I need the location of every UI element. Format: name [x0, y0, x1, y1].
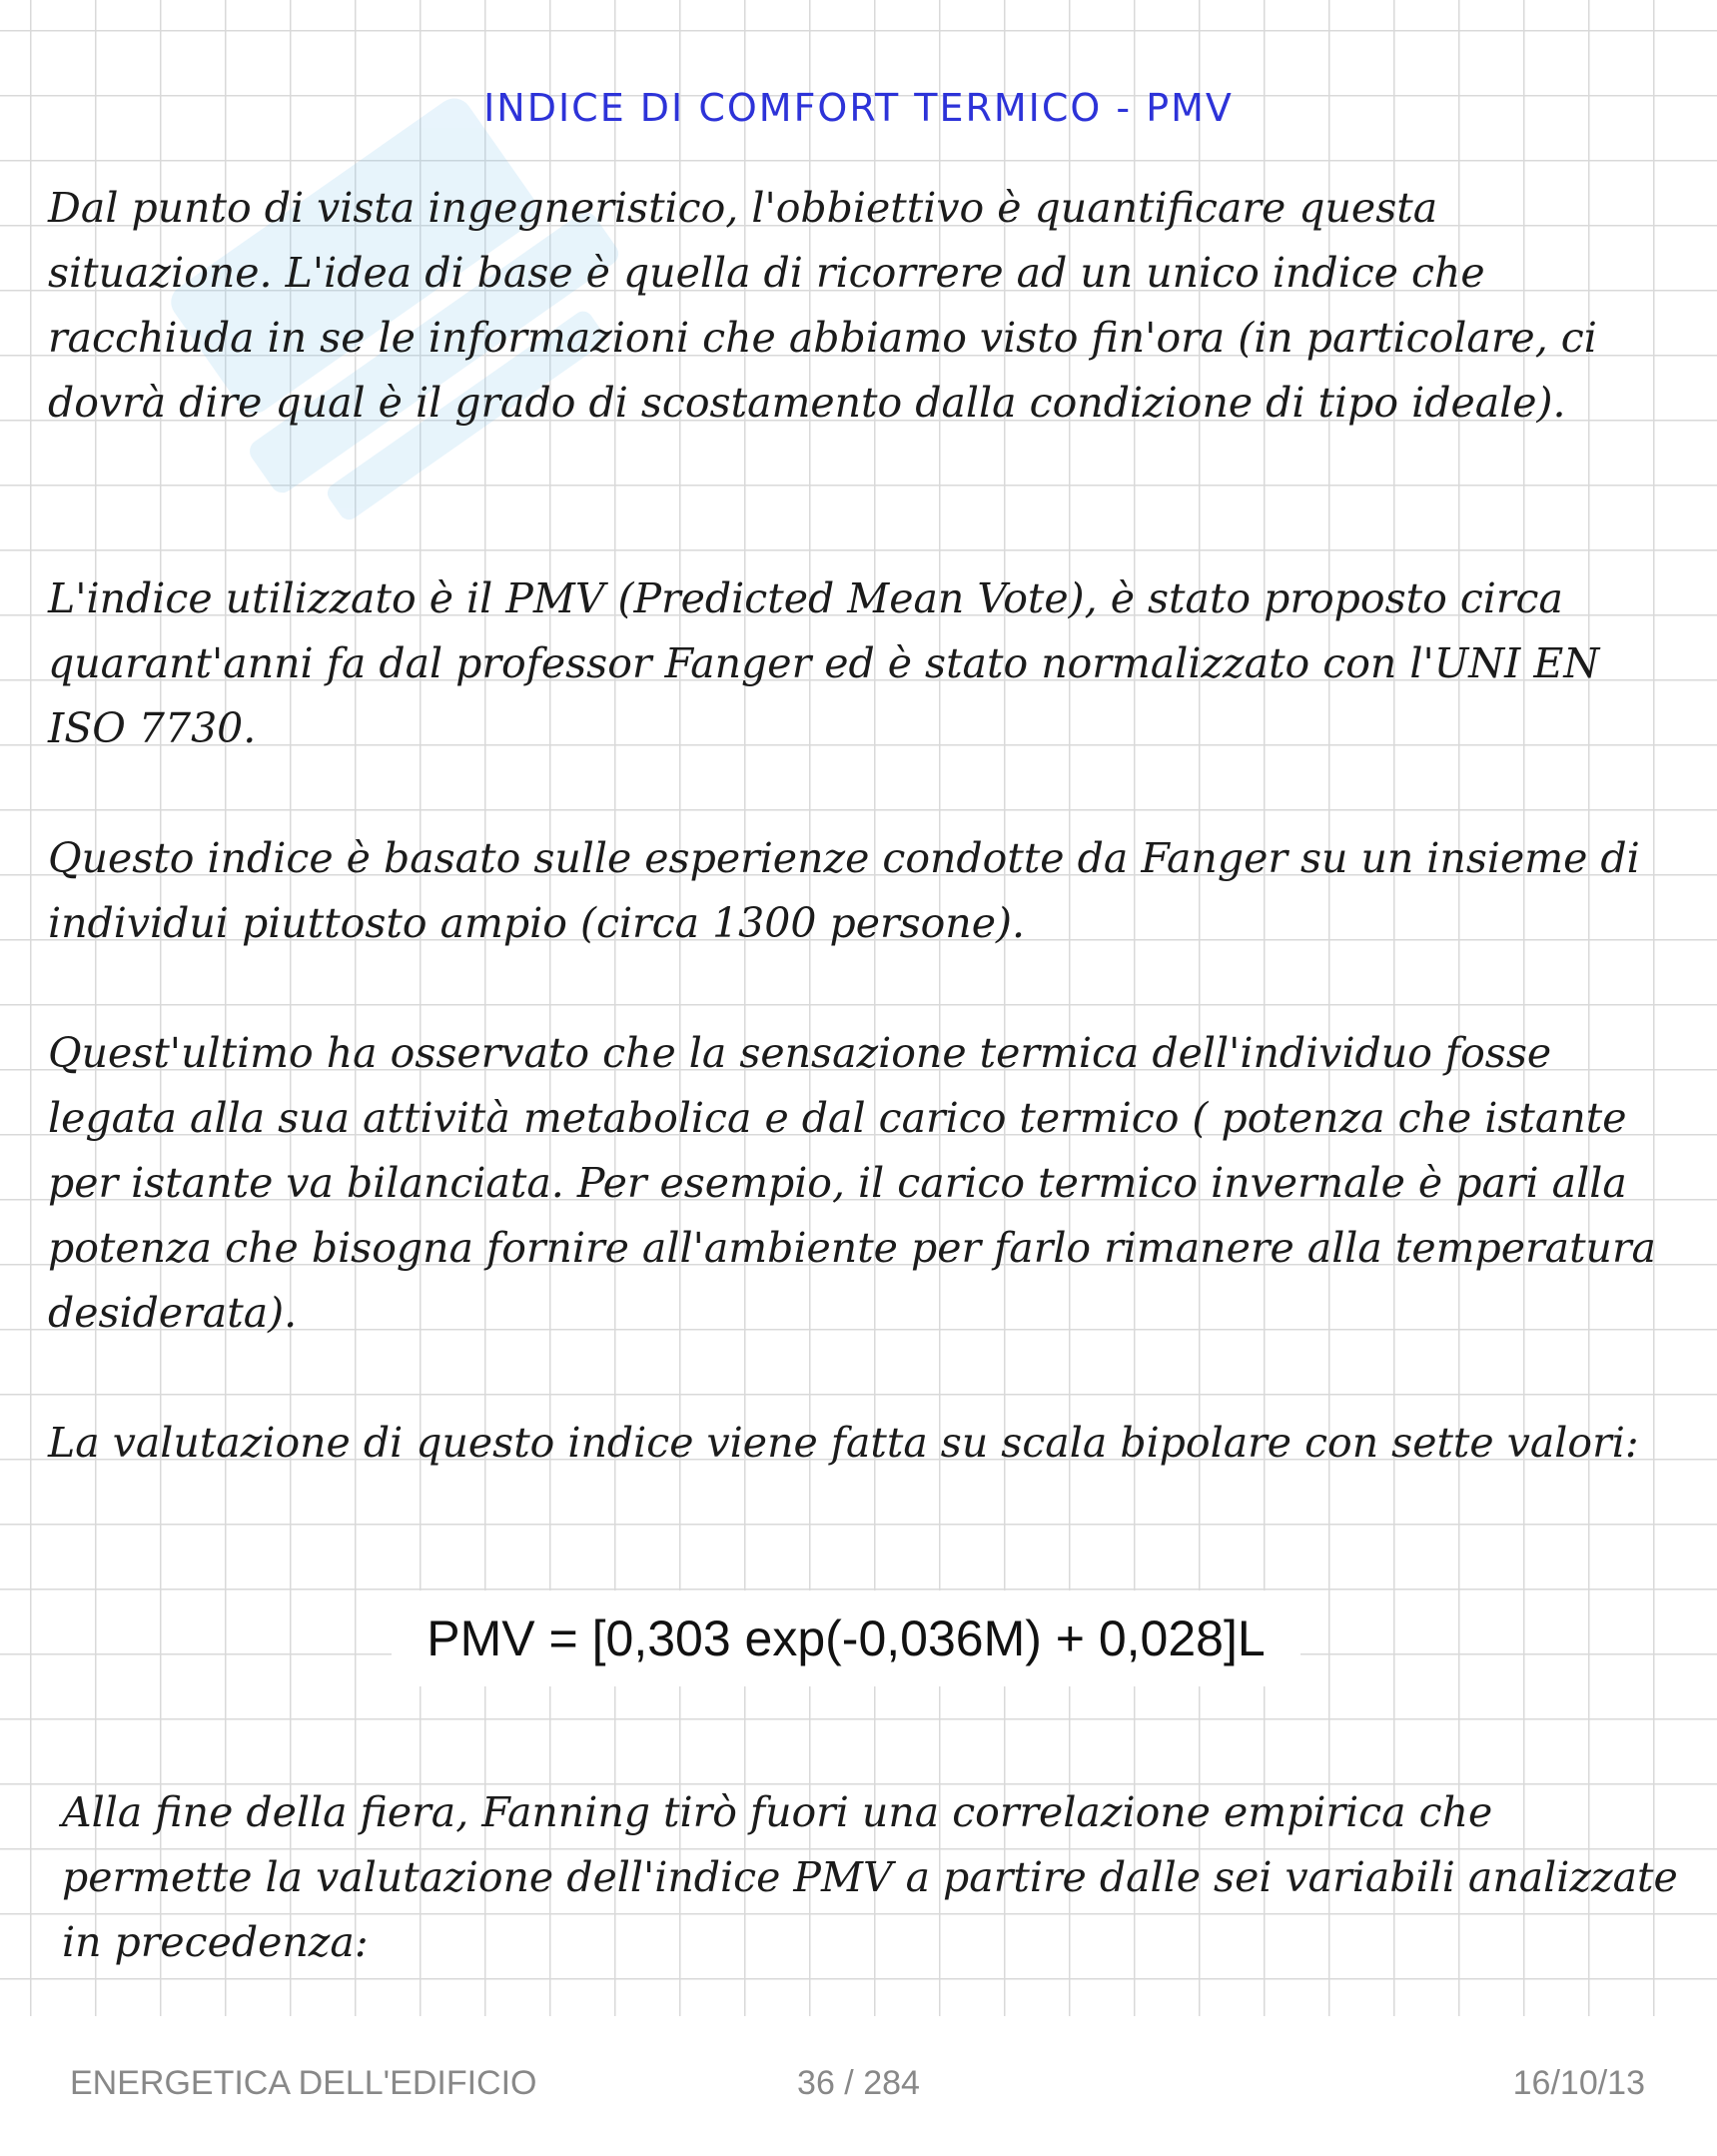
- paragraph-thermal-sensation: Quest'ultimo ha osservato che la sensazione termica dell'individuo fosse legata alla sua attività metabolica e dal carico termico ( potenza che istante per istante va bilanciata. Per esempio, il carico termico invernale è pari alla potenza che bisogna fornire all'ambiente per farlo rimanere alla temperatura desiderata).: [48, 1029, 1656, 1337]
- pmv-formula: PMV = [0,303 exp(-0,036M) + 0,028]L: [427, 1611, 1266, 1666]
- paragraph-bipolar-scale: La valutazione di questo indice viene fatta su scala bipolare con sette valori:: [48, 1419, 1639, 1467]
- page-title: INDICE DI COMFORT TERMICO - PMV: [483, 86, 1234, 130]
- footer-document-title: ENERGETICA DELL'EDIFICIO: [70, 2064, 537, 2102]
- footer-page-number: 36 / 284: [797, 2064, 920, 2102]
- paragraph-pmv-definition: L'indice utilizzato è il PMV (Predicted Mean Vote), è stato proposto circa quarant'anni fa dal professor Fanger ed è stato normalizzato con l'UNI EN ISO 7730.: [48, 574, 1600, 752]
- formula-box: [392, 1591, 1300, 1686]
- paragraph-fanger-experiments: Questo indice è basato sulle esperienze condotte da Fanger su un insieme di individui piuttosto ampio (circa 1300 persone).: [48, 834, 1640, 947]
- paragraph-intro: Dal punto di vista ingegneristico, l'obbiettivo è quantificare questa situazione. L'idea di base è quella di ricorrere ad un unico indice che racchiuda in se le informazioni che abbiamo visto fin'ora (in particolare, ci dovrà dire qual è il grado di scostamento dalla condizione di tipo ideale).: [48, 184, 1597, 427]
- footer-date: 16/10/13: [1512, 2064, 1645, 2102]
- paragraph-empirical-correlation: Alla fine della fiera, Fanning tirò fuori una correlazione empirica che permette la valutazione dell'indice PMV a partire dalle sei variabili analizzate in precedenza:: [62, 1788, 1678, 1966]
